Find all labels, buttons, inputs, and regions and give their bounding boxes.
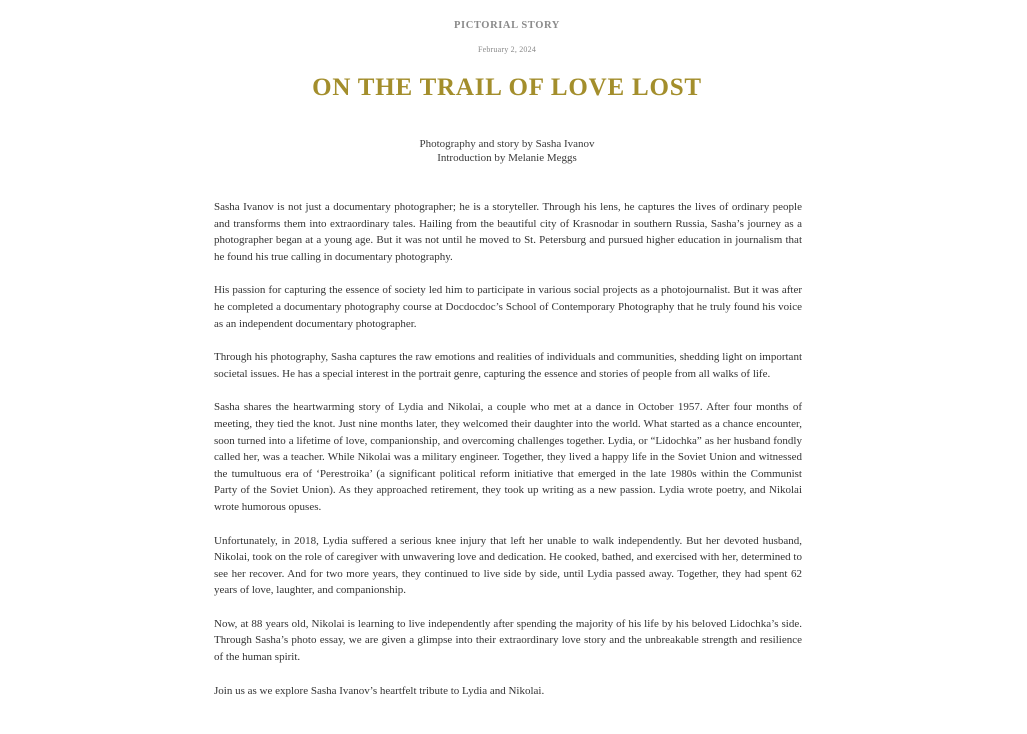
article-paragraph: Unfortunately, in 2018, Lydia suffered a serious knee injury that left her unable to walk independently. But her devoted husband, Nikolai, took on the role of caregiver with unwavering love and dedication. He cooked, bathed, and exercised with her, determined to see her recover. And for two more years, they continued to live side by side, until Lydia passed away. Together, they had spent 62 years of love, laughter, and companionship.	[214, 534, 802, 597]
article-paragraph: Sasha shares the heartwarming story of Lydia and Nikolai, a couple who met at a dance in October 1957. After four months of meeting, they tied the knot. Just nine months later, they welcomed their daughter into the world. What started as a chance encounter, soon turned into a lifetime of love, companionship, and overcoming challenges together. Lydia, or “Lidochka” as her husband fondly called her, was a teacher. While Nikolai was a military engineer. Together, they lived a happy life in the Soviet Union and witnessed the tumultuous era of ‘Perestroika’ (a significant political reform initiative that emerged in the late 1980s within the Communist Party of the Soviet Union). As they approached retirement, they took up writing as a new passion. Lydia wrote poetry, and Nikolai wrote humorous opuses.	[214, 401, 802, 513]
article-paragraph: Join us as we explore Sasha Ivanov’s heartfelt tribute to Lydia and Nikolai.	[214, 684, 545, 697]
article-paragraph: Sasha Ivanov is not just a documentary photographer; he is a storyteller. Through his lens, he captures the lives of ordinary people and transforms them into extraordinary tales. Hailing from the beautiful city of Krasnodar in southern Russia, Sasha’s journey as a photographer began at a young age. But it was not until he moved to St. Petersburg and pursued higher education in journalism that he found his true calling in documentary photography.	[214, 201, 802, 263]
article-title: ON THE TRAIL OF LOVE LOST	[312, 74, 702, 101]
article-paragraph: Through his photography, Sasha captures the raw emotions and realities of individuals and communities, shedding light on important societal issues. He has a special interest in the portrait genre, capturing the essence and stories of people from all walks of life.	[214, 351, 802, 380]
introduction-credit: Introduction by Melanie Meggs	[437, 152, 577, 164]
photography-credit: Photography and story by Sasha Ivanov	[419, 138, 595, 150]
article-category: PICTORIAL STORY	[454, 20, 560, 31]
article-paragraph: His passion for capturing the essence of society led him to participate in various social projects as a photojournalist. But it was after he completed a documentary photography course at Docdocdoc’s School of Contemporary Photography that he truly found his voice as an independent documentary photographer.	[214, 284, 802, 330]
article-body	[214, 199, 802, 716]
article-credits	[0, 137, 1014, 165]
publish-date: February 2, 2024	[477, 45, 537, 54]
article-paragraph: Now, at 88 years old, Nikolai is learning to live independently after spending the majority of his life by his beloved Lidochka’s side. Through Sasha’s photo essay, we are given a glimpse into their extraordinary love story and the unbreakable strength and resilience of the human spirit.	[214, 617, 802, 664]
